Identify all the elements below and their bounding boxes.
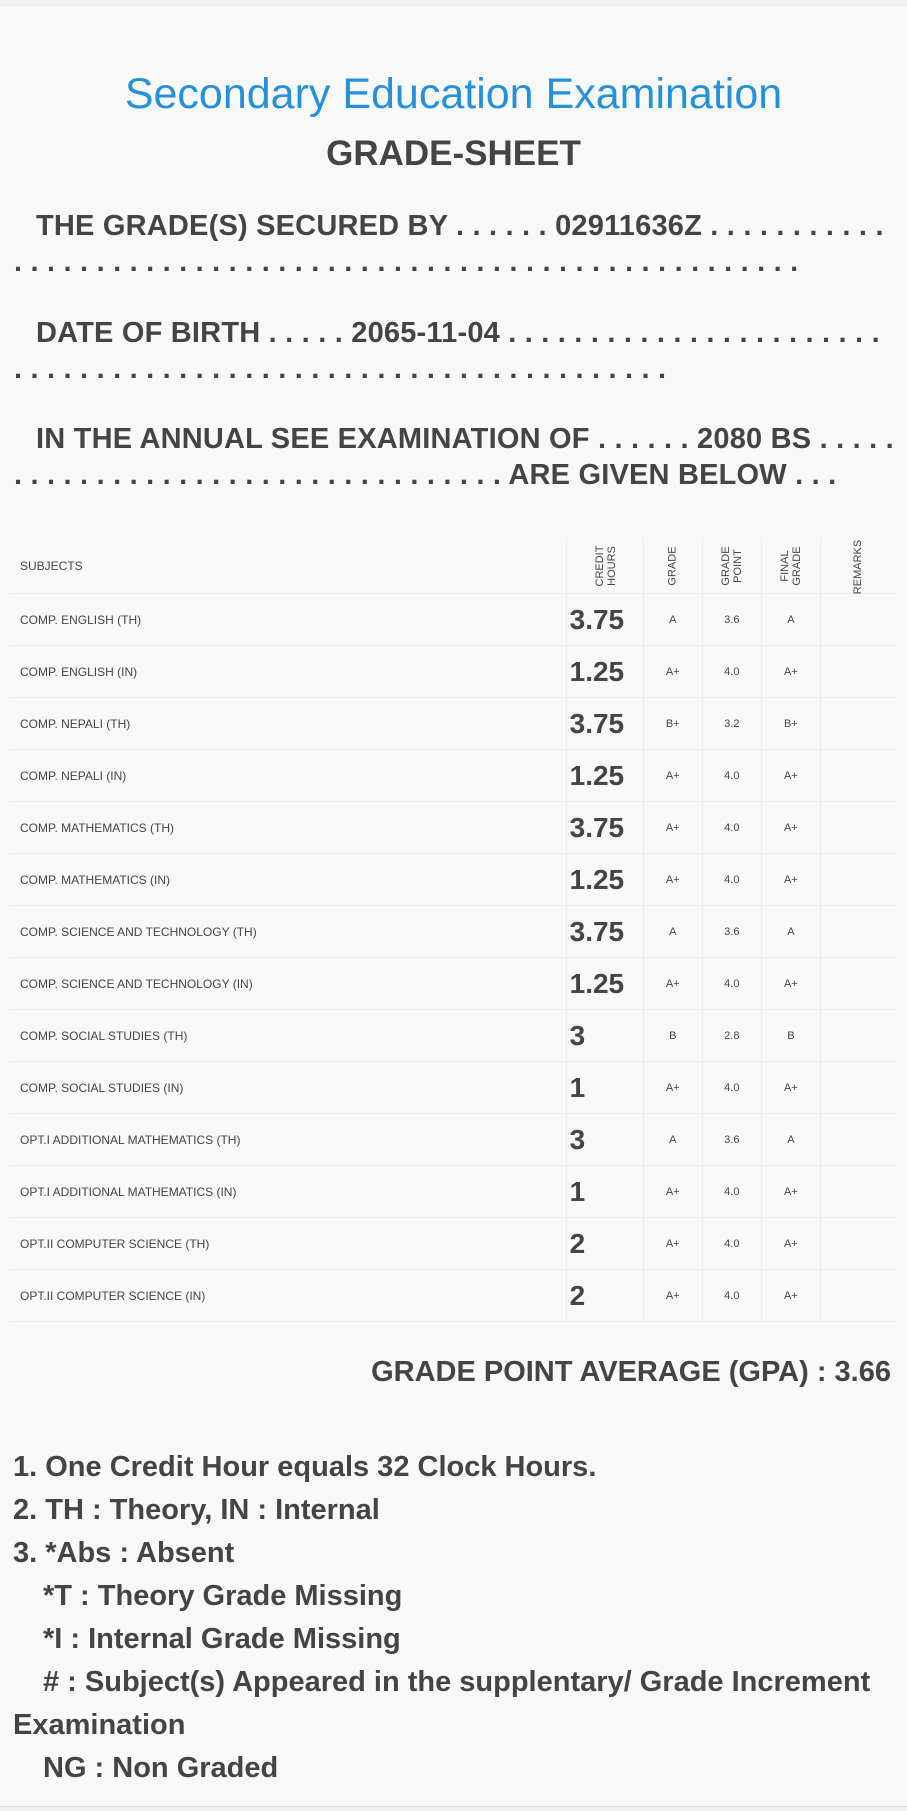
grade-cell: A+ [643, 1218, 702, 1270]
table-row [10, 1062, 896, 1114]
credit-hours-cell: 2 [566, 1218, 643, 1270]
header-credit-hours: CREDIT HOURS [566, 538, 643, 594]
table-row [10, 1114, 896, 1166]
credit-hours-cell: 3.75 [566, 594, 643, 646]
final-grade-cell: A+ [761, 646, 820, 698]
grade-point-cell: 4.0 [702, 646, 761, 698]
subject-cell: COMP. SOCIAL STUDIES (IN) [10, 1062, 566, 1114]
final-grade-cell: B [761, 1010, 820, 1062]
gpa-label: GRADE POINT AVERAGE (GPA) : [371, 1356, 827, 1388]
final-grade-cell: A [761, 594, 820, 646]
grade-cell: A+ [643, 750, 702, 802]
final-grade-cell: A+ [761, 802, 820, 854]
exam-year: 2080 BS [697, 423, 812, 455]
grade-point-cell: 4.0 [702, 1062, 761, 1114]
grade-point-cell: 3.2 [702, 698, 761, 750]
subject-cell: COMP. MATHEMATICS (TH) [10, 802, 566, 854]
grade-cell: B+ [643, 698, 702, 750]
symbol-number: 02911636Z [555, 210, 703, 242]
credit-hours-cell: 1.25 [566, 958, 643, 1010]
subject-cell: COMP. NEPALI (IN) [10, 750, 566, 802]
credit-hours-cell: 1.25 [566, 750, 643, 802]
grade-cell: B [643, 1010, 702, 1062]
secured-by-label: THE GRADE(S) SECURED BY [36, 210, 448, 242]
gpa-line [371, 1356, 891, 1389]
gpa-value: 3.66 [834, 1356, 891, 1388]
credit-hours-cell: 3 [566, 1114, 643, 1166]
remarks-cell [820, 1062, 896, 1114]
grade-point-cell: 3.6 [702, 1114, 761, 1166]
remarks-cell [820, 750, 896, 802]
grade-cell: A+ [643, 958, 702, 1010]
remarks-cell [820, 1166, 896, 1218]
table-row [10, 646, 896, 698]
subject-cell: COMP. ENGLISH (IN) [10, 646, 566, 698]
remarks-cell [820, 906, 896, 958]
final-grade-cell: A [761, 906, 820, 958]
subject-cell: COMP. SCIENCE AND TECHNOLOGY (IN) [10, 958, 566, 1010]
remarks-cell [820, 1010, 896, 1062]
subject-cell: COMP. NEPALI (TH) [10, 698, 566, 750]
table-row [10, 1270, 896, 1322]
final-grade-cell: A+ [761, 750, 820, 802]
note-item: *I : Internal Grade Missing [43, 1623, 401, 1655]
final-grade-cell: A+ [761, 958, 820, 1010]
remarks-cell [820, 698, 896, 750]
grade-point-cell: 3.6 [702, 594, 761, 646]
final-grade-cell: A [761, 1114, 820, 1166]
grade-cell: A+ [643, 646, 702, 698]
final-grade-cell: A+ [761, 854, 820, 906]
grade-point-cell: 4.0 [702, 854, 761, 906]
grade-point-cell: 4.0 [702, 1166, 761, 1218]
remarks-cell [820, 594, 896, 646]
secured-by-line: THE GRADE(S) SECURED BY . . . . . . 02911636Z . . . . . . . . . . . . . . . . . . . . . . . . . . . . . . . . . . . . . . . . . . . . . . . . . . . . . . . . . . . [14, 210, 884, 278]
grade-cell: A+ [643, 1270, 702, 1322]
notes-section [13, 1446, 893, 1790]
subject-cell: COMP. MATHEMATICS (IN) [10, 854, 566, 906]
exam-line: IN THE ANNUAL SEE EXAMINATION OF . . . . . . 2080 BS . . . . . . . . . . . . . . . . . . . . . . . . . . . . . . . . . . . ARE GIVEN BELOW . . . [14, 423, 894, 491]
table-row [10, 854, 896, 906]
table-row [10, 594, 896, 646]
subject-cell: COMP. SCIENCE AND TECHNOLOGY (TH) [10, 906, 566, 958]
credit-hours-cell: 3.75 [566, 906, 643, 958]
credit-hours-cell: 3.75 [566, 698, 643, 750]
note-item: 3. *Abs : Absent [13, 1537, 235, 1569]
remarks-cell [820, 1270, 896, 1322]
credit-hours-cell: 1.25 [566, 854, 643, 906]
remarks-cell [820, 854, 896, 906]
grade-cell: A [643, 1114, 702, 1166]
subject-cell: OPT.I ADDITIONAL MATHEMATICS (TH) [10, 1114, 566, 1166]
grade-cell: A+ [643, 854, 702, 906]
header-grade-point: GRADE POINT [702, 538, 761, 594]
subject-cell: OPT.II COMPUTER SCIENCE (TH) [10, 1218, 566, 1270]
grade-point-cell: 4.0 [702, 802, 761, 854]
grade-cell: A+ [643, 802, 702, 854]
final-grade-cell: B+ [761, 698, 820, 750]
grade-point-cell: 4.0 [702, 1270, 761, 1322]
final-grade-cell: A+ [761, 1166, 820, 1218]
remarks-cell [820, 802, 896, 854]
header-remarks: REMARKS [820, 538, 896, 594]
dob-line: DATE OF BIRTH . . . . . 2065-11-04 . . . . . . . . . . . . . . . . . . . . . . . . . . . . . . . . . . . . . . . . . . . . . . . . . . . . . . . . . . . . . . . [14, 317, 880, 385]
credit-hours-cell: 1.25 [566, 646, 643, 698]
table-row [10, 958, 896, 1010]
table-row [10, 750, 896, 802]
note-item: *T : Theory Grade Missing [43, 1580, 403, 1612]
note-item: NG : Non Graded [43, 1752, 279, 1784]
final-grade-cell: A+ [761, 1270, 820, 1322]
grade-point-cell: 4.0 [702, 750, 761, 802]
grade-point-cell: 3.6 [702, 906, 761, 958]
header-grade: GRADE [643, 538, 702, 594]
table-row [10, 802, 896, 854]
credit-hours-cell: 1 [566, 1166, 643, 1218]
grade-point-cell: 4.0 [702, 958, 761, 1010]
grade-sheet [0, 6, 907, 1807]
header-subjects: SUBJECTS [10, 538, 566, 594]
header-final-grade: FINAL GRADE [761, 538, 820, 594]
final-grade-cell: A+ [761, 1062, 820, 1114]
remarks-cell [820, 1114, 896, 1166]
remarks-cell [820, 958, 896, 1010]
remarks-cell [820, 646, 896, 698]
grade-cell: A+ [643, 1166, 702, 1218]
credit-hours-cell: 2 [566, 1270, 643, 1322]
grade-cell: A [643, 906, 702, 958]
table-header-row [10, 538, 896, 594]
given-below-text: ARE GIVEN BELOW . . . [508, 459, 837, 491]
subject-cell: COMP. ENGLISH (TH) [10, 594, 566, 646]
table-row [10, 1010, 896, 1062]
note-item: # : Subject(s) Appeared in the supplentary/ Grade Increment Examination [13, 1666, 871, 1741]
exam-label: IN THE ANNUAL SEE EXAMINATION OF [36, 423, 590, 455]
table-row [10, 906, 896, 958]
exam-title: Secondary Education Examination [124, 70, 783, 118]
grade-cell: A+ [643, 1062, 702, 1114]
remarks-cell [820, 1218, 896, 1270]
credit-hours-cell: 1 [566, 1062, 643, 1114]
table-row [10, 1166, 896, 1218]
grade-cell: A [643, 594, 702, 646]
final-grade-cell: A+ [761, 1218, 820, 1270]
subject-cell: COMP. SOCIAL STUDIES (TH) [10, 1010, 566, 1062]
sheet-subtitle: GRADE-SHEET [326, 134, 581, 173]
credit-hours-cell: 3.75 [566, 802, 643, 854]
dob-label: DATE OF BIRTH [36, 317, 261, 349]
table-row [10, 1218, 896, 1270]
grades-table [10, 538, 896, 1322]
note-item: 1. One Credit Hour equals 32 Clock Hours. [13, 1451, 597, 1483]
table-row [10, 698, 896, 750]
subject-cell: OPT.I ADDITIONAL MATHEMATICS (IN) [10, 1166, 566, 1218]
grade-point-cell: 4.0 [702, 1218, 761, 1270]
grade-point-cell: 2.8 [702, 1010, 761, 1062]
credit-hours-cell: 3 [566, 1010, 643, 1062]
subject-cell: OPT.II COMPUTER SCIENCE (IN) [10, 1270, 566, 1322]
note-item: 2. TH : Theory, IN : Internal [13, 1494, 380, 1526]
date-of-birth: 2065-11-04 [351, 317, 500, 349]
